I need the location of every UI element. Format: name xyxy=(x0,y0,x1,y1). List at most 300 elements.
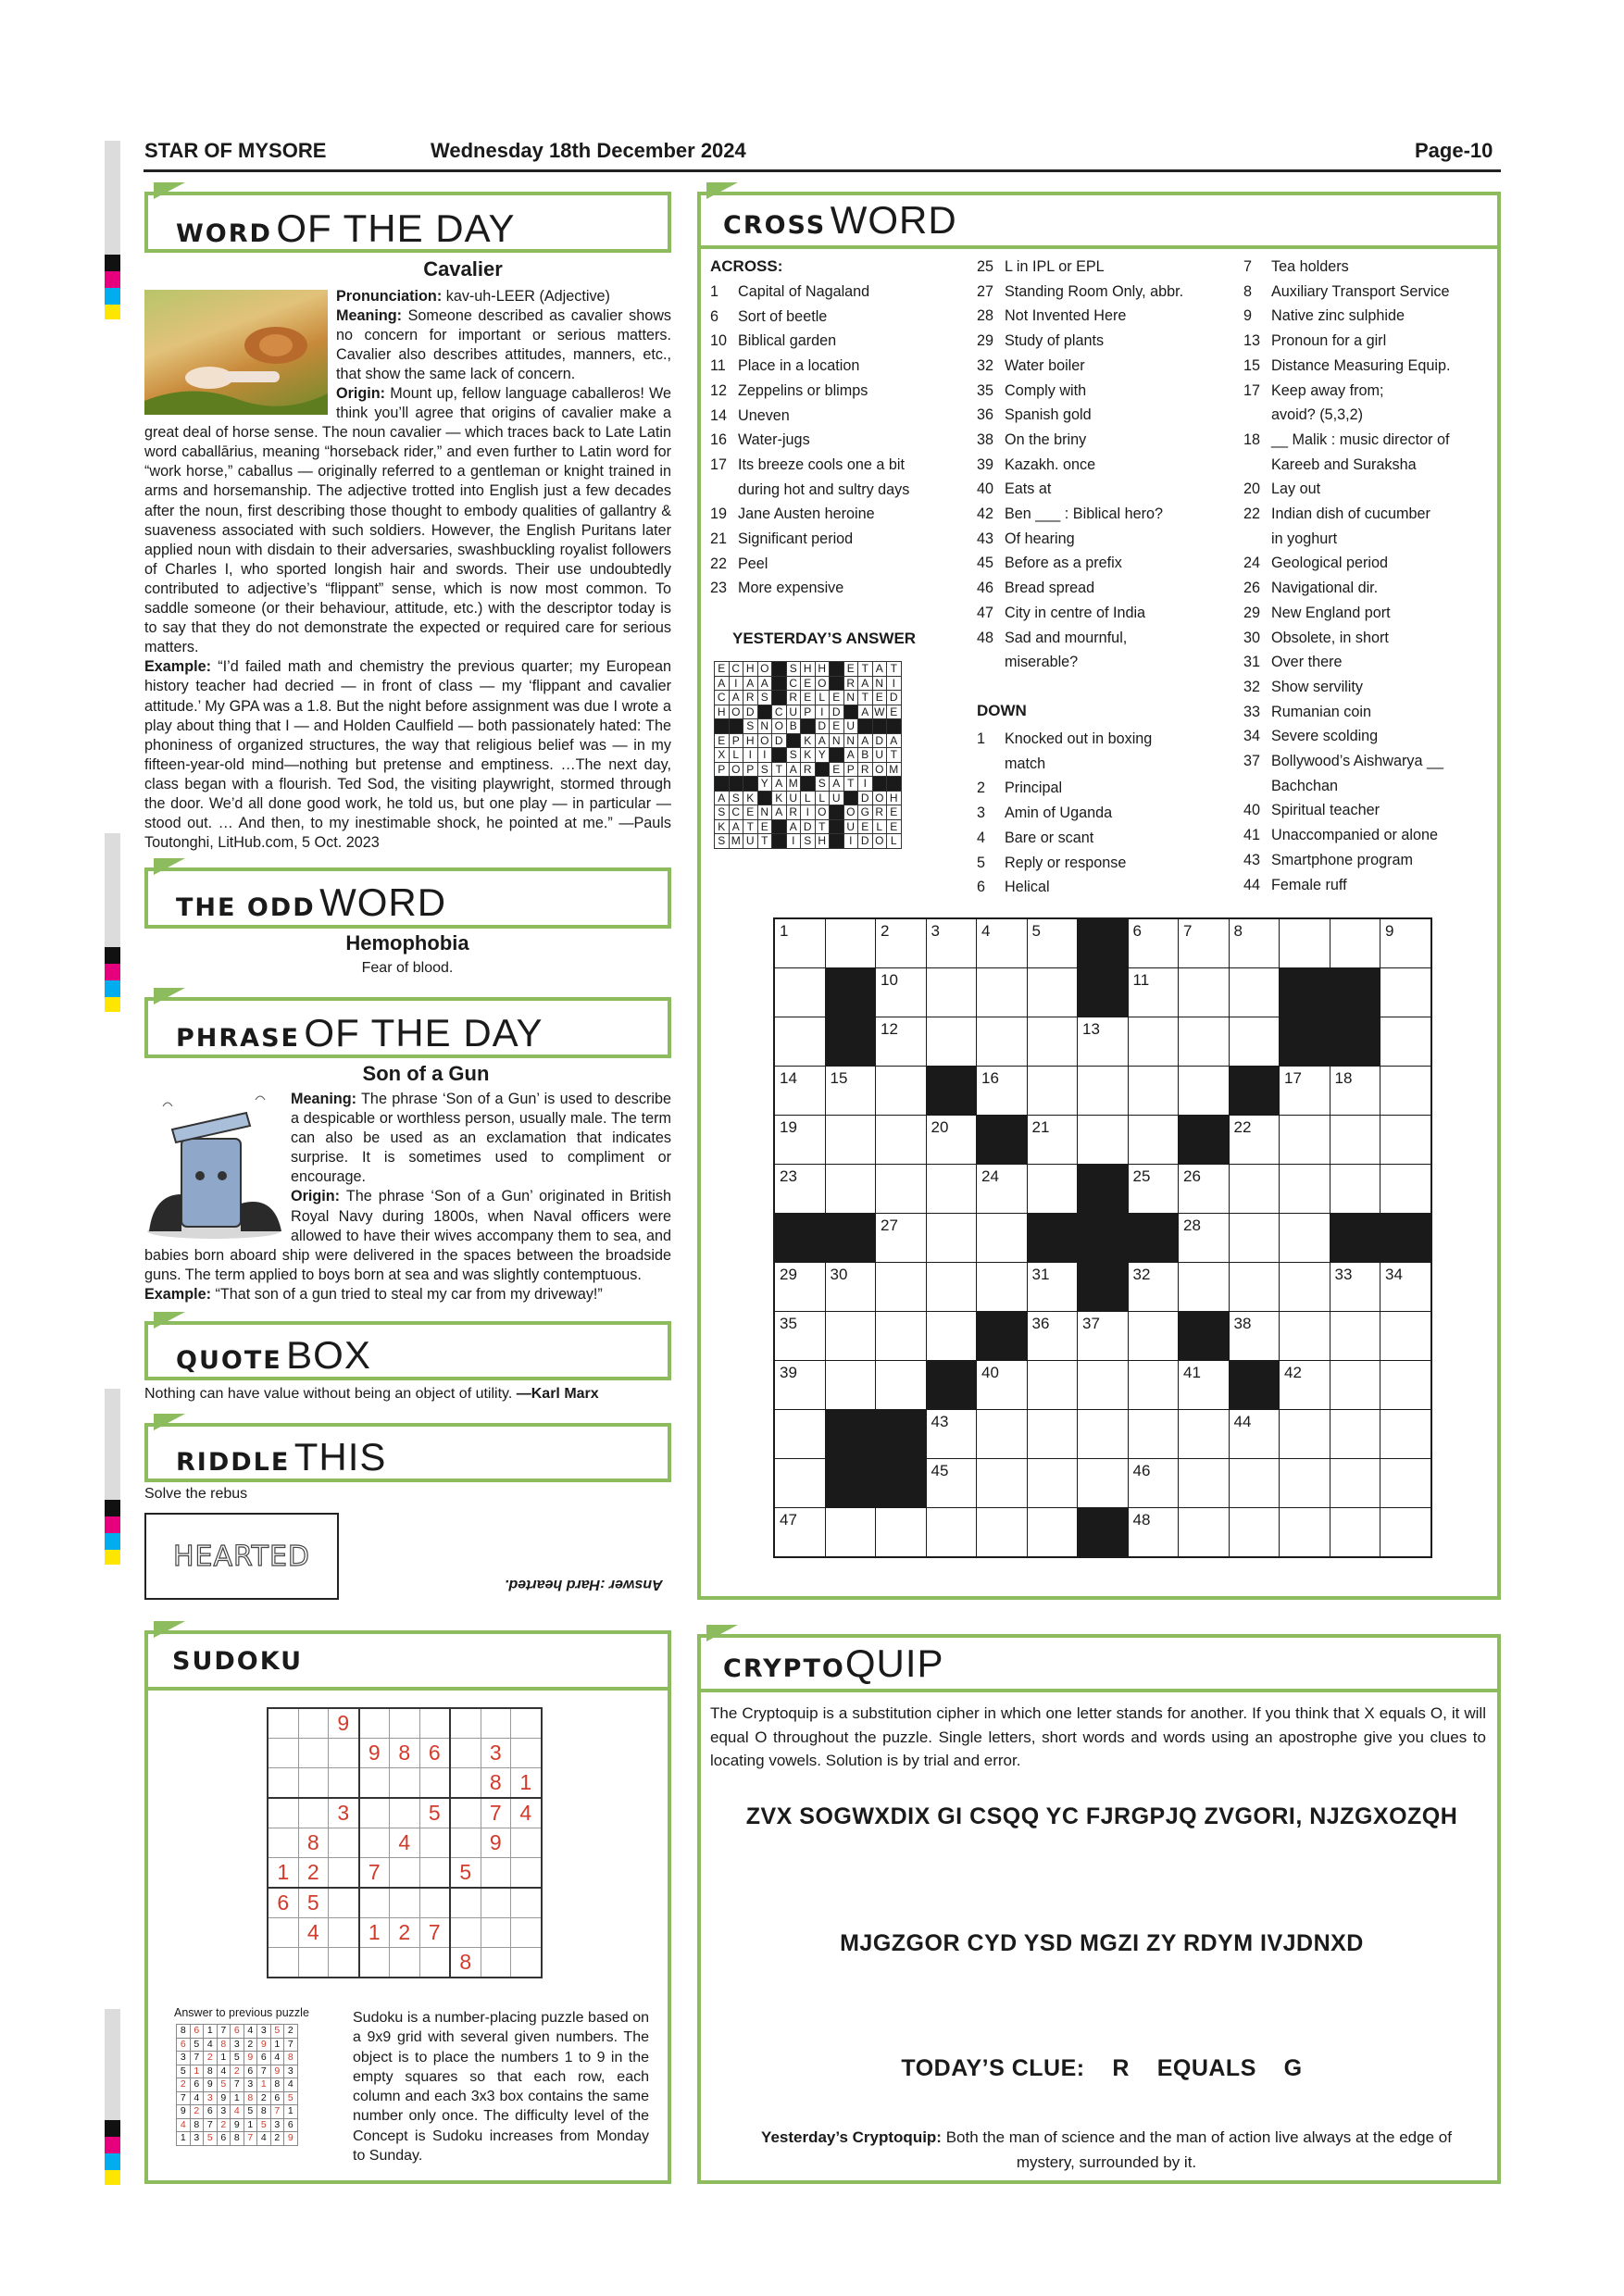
crossword-cell[interactable] xyxy=(1330,1116,1380,1165)
sudoku-cell[interactable] xyxy=(329,1948,359,1978)
crossword-cell[interactable] xyxy=(825,1067,876,1116)
sudoku-cell[interactable] xyxy=(359,1888,390,1918)
sudoku-cell[interactable] xyxy=(329,1918,359,1948)
sudoku-cell[interactable] xyxy=(268,1798,298,1828)
crossword-cell[interactable] xyxy=(1229,968,1280,1017)
crossword-cell[interactable] xyxy=(1027,1459,1078,1508)
sudoku-cell[interactable] xyxy=(298,1768,329,1799)
sudoku-cell[interactable] xyxy=(268,1828,298,1858)
crossword-cell[interactable] xyxy=(774,1017,825,1067)
crossword-cell[interactable] xyxy=(825,1361,876,1410)
crossword-cell[interactable] xyxy=(977,1508,1028,1558)
crossword-black-cell xyxy=(1078,1263,1129,1312)
crossword-cell-number: 37 xyxy=(1082,1315,1100,1332)
sudoku-cell[interactable] xyxy=(419,1708,450,1739)
crossword-cell[interactable] xyxy=(876,1165,927,1214)
origin-paragraph: Origin: Mount up, fellow language caballeros! We think you’ll agree that origins of cavalier make a great deal of horse sense. The noun cavalier — which traces back to Late Latin word caballārius, meaning “horseback rider,” and even further to Latin word for “work horse,” caballus — originally referred to a gentleman or knight trained in arms and horsemanship. The adjective trotted into English just a few decades after the noun, first describing those thought to embody qualities of gallantry & suaveness associated with such soldiers. However, the English Puritans later applied noun with disdain to their adversaries, swashbuckling royalist followers of Charles I, who sported longish hair and swords. Their use undoubtedly contributed to adjective’s “flippant” sense, which is now most common. To saddle someone (or their behaviour, attitude, etc.) with the descriptor today is to say that they do not demonstrate the expected or required care for serious matters. Example: “I’d failed math and chemistry the previous quarter; my European history teacher had decried — in front of class — my ‘flippant and cavalier attitude.’ My GPA was a 1.8. But the night before assignment was due I wrote a play about thing that I — and Holden Caulfield — both passionately hated: The phoniness of organized structures, the way that religious belief was — in my fifteen-year-old mind—nothing but pretense and emptiness. …The next day, class began with a flourish. Ted Sod, the visiting playwright, stormed through the door. We’d all done good work, he told us, but one play — in particular — stood out. … And then, to my inestimable shock, he pointed at me.” —Pauls Toutonghi, LitHub.com, 5 Oct. 2023 xyxy=(144,385,671,852)
sudoku-cell[interactable] xyxy=(390,1948,420,1978)
crossword-cell[interactable] xyxy=(1280,1361,1330,1410)
crossword-cell[interactable] xyxy=(1330,1361,1380,1410)
crossword-cell[interactable] xyxy=(1229,1508,1280,1558)
crossword-clue: 7 Tea holders xyxy=(1243,258,1349,275)
crossword-cell[interactable] xyxy=(1027,918,1078,968)
answer-black-cell xyxy=(772,662,787,677)
answer-black-cell xyxy=(830,805,844,820)
sudoku-answer-cell: 6 xyxy=(244,2065,257,2078)
crossword-cell[interactable] xyxy=(1179,1067,1230,1116)
crossword-cell[interactable] xyxy=(1179,1361,1230,1410)
crossword-cell[interactable] xyxy=(1380,1361,1431,1410)
crossword-cell-number: 45 xyxy=(931,1462,949,1479)
crossword-cell[interactable] xyxy=(926,1165,977,1214)
sudoku-cell[interactable] xyxy=(268,1708,298,1739)
quote-line: Nothing can have value without being an object of utility. —Karl Marx xyxy=(144,1386,599,1402)
answer-black-cell xyxy=(743,777,758,792)
sudoku-cell[interactable] xyxy=(481,1708,511,1739)
crossword-cell-number: 39 xyxy=(780,1364,797,1381)
crossword-cell-number: 34 xyxy=(1385,1266,1403,1283)
crossword-cell[interactable] xyxy=(1027,1410,1078,1459)
sudoku-answer-cell: 1 xyxy=(284,2105,298,2119)
crossword-cell[interactable] xyxy=(1280,1410,1330,1459)
sudoku-cell[interactable] xyxy=(481,1948,511,1978)
sudoku-cell[interactable] xyxy=(298,1948,329,1978)
crossword-cell[interactable] xyxy=(1179,1508,1230,1558)
crossword-cell[interactable] xyxy=(1380,1067,1431,1116)
crossword-cell[interactable] xyxy=(1128,1508,1179,1558)
sudoku-cell[interactable] xyxy=(419,1888,450,1918)
crossword-cell[interactable] xyxy=(1078,1067,1129,1116)
crossword-cell[interactable] xyxy=(1027,1508,1078,1558)
answer-black-cell xyxy=(729,719,743,734)
sudoku-cell[interactable] xyxy=(329,1888,359,1918)
crossword-cell[interactable] xyxy=(1330,1508,1380,1558)
registration-magenta-mark xyxy=(105,1516,120,1533)
crossword-cell[interactable] xyxy=(876,1017,927,1067)
crossword-cell[interactable] xyxy=(825,1116,876,1165)
crossword-cell[interactable] xyxy=(1380,918,1431,968)
answer-cell: A xyxy=(858,733,873,748)
crossword-cell[interactable] xyxy=(1330,1459,1380,1508)
sudoku-cell[interactable] xyxy=(450,1739,481,1768)
crossword-title: CROSS WORD xyxy=(723,198,957,242)
answer-cell: E xyxy=(801,676,816,691)
crossword-cell[interactable] xyxy=(1078,1312,1129,1361)
crossword-cell[interactable] xyxy=(1380,1116,1431,1165)
crossword-cell-number: 6 xyxy=(1132,922,1142,940)
crossword-cell[interactable] xyxy=(1229,1017,1280,1067)
crossword-cell[interactable] xyxy=(1179,1263,1230,1312)
box-flag xyxy=(154,1414,185,1430)
crossword-cell[interactable] xyxy=(1179,1165,1230,1214)
crossword-cell[interactable] xyxy=(1280,1508,1330,1558)
answer-cell: S xyxy=(757,762,772,777)
sudoku-answer-cell: 1 xyxy=(244,2118,257,2132)
crossword-cell[interactable] xyxy=(774,1067,825,1116)
sudoku-cell[interactable] xyxy=(390,1858,420,1889)
sudoku-cell[interactable] xyxy=(298,1739,329,1768)
answer-cell: O xyxy=(872,834,887,849)
answer-cell: N xyxy=(872,676,887,691)
answer-black-cell xyxy=(830,676,844,691)
rebus-box xyxy=(144,1513,339,1600)
crossword-cell[interactable] xyxy=(774,1165,825,1214)
crossword-black-cell xyxy=(1330,1017,1380,1067)
crossword-cell[interactable] xyxy=(1229,1459,1280,1508)
odd-word: Hemophobia xyxy=(345,931,469,955)
crossword-cell[interactable] xyxy=(1128,968,1179,1017)
crossword-cell[interactable] xyxy=(876,1361,927,1410)
sudoku-answer-cell: 6 xyxy=(284,2118,298,2132)
crossword-cell[interactable] xyxy=(1128,1361,1179,1410)
answer-cell: T xyxy=(858,662,873,677)
crossword-black-cell xyxy=(1078,918,1129,968)
crossword-cell[interactable] xyxy=(1128,1017,1179,1067)
sudoku-cell[interactable] xyxy=(450,1708,481,1739)
sudoku-cell[interactable] xyxy=(419,1948,450,1978)
crossword-cell[interactable] xyxy=(876,968,927,1017)
crossword-cell[interactable] xyxy=(1229,1312,1280,1361)
sudoku-cell[interactable] xyxy=(390,1768,420,1799)
sudoku-answer-cell: 5 xyxy=(190,2038,204,2052)
crossword-cell[interactable] xyxy=(1380,968,1431,1017)
sudoku-cell[interactable] xyxy=(268,1918,298,1948)
crossword-clue: 11 Place in a location xyxy=(710,357,860,375)
answer-black-cell xyxy=(757,705,772,719)
sudoku-cell[interactable] xyxy=(359,1948,390,1978)
paper-name: STAR OF MYSORE xyxy=(144,139,327,162)
sudoku-cell[interactable] xyxy=(511,1918,542,1948)
crossword-cell[interactable] xyxy=(1229,1165,1280,1214)
sudoku-cell[interactable] xyxy=(390,1798,420,1828)
answer-cell: S xyxy=(729,791,743,805)
crossword-cell[interactable] xyxy=(1078,1017,1129,1067)
answer-black-cell xyxy=(858,719,873,734)
crossword-cell[interactable] xyxy=(1078,1361,1129,1410)
crossword-clue: 20 Lay out xyxy=(1243,480,1321,498)
crossword-cell[interactable] xyxy=(1128,1459,1179,1508)
answer-cell: R xyxy=(786,805,801,820)
crossword-cell[interactable] xyxy=(926,1017,977,1067)
crossword-cell[interactable] xyxy=(774,918,825,968)
crossword-cell[interactable] xyxy=(1027,1312,1078,1361)
crossword-cell[interactable] xyxy=(774,1263,825,1312)
sudoku-cell: 3 xyxy=(481,1739,511,1768)
sudoku-cell[interactable] xyxy=(450,1888,481,1918)
sudoku-cell[interactable] xyxy=(329,1858,359,1889)
crossword-clue: 15 Distance Measuring Equip. xyxy=(1243,356,1451,374)
sudoku-cell[interactable] xyxy=(511,1739,542,1768)
answer-cell: O xyxy=(872,791,887,805)
crossword-cell[interactable] xyxy=(1229,1410,1280,1459)
crossword-cell[interactable] xyxy=(926,1508,977,1558)
crossword-clue: 1 Knocked out in boxing xyxy=(977,730,1153,747)
crossword-cell[interactable] xyxy=(1179,1017,1230,1067)
sudoku-cell[interactable] xyxy=(450,1828,481,1858)
crossword-cell[interactable] xyxy=(1128,1263,1179,1312)
answer-cell: S xyxy=(757,691,772,705)
sudoku-answer-cell: 6 xyxy=(217,2132,231,2146)
sudoku-answer-cell: 5 xyxy=(257,2118,271,2132)
crossword-cell[interactable] xyxy=(1078,1116,1129,1165)
crossword-cell[interactable] xyxy=(1280,1312,1330,1361)
crossword-cell[interactable] xyxy=(876,1508,927,1558)
crossword-cell[interactable] xyxy=(1380,1508,1431,1558)
crossword-cell[interactable] xyxy=(1179,1459,1230,1508)
answer-cell: A xyxy=(858,676,873,691)
crossword-cell[interactable] xyxy=(1280,1263,1330,1312)
crossword-cell[interactable] xyxy=(977,968,1028,1017)
answer-cell: A xyxy=(786,819,801,834)
sudoku-cell[interactable] xyxy=(329,1768,359,1799)
sudoku-cell[interactable] xyxy=(450,1918,481,1948)
answer-black-cell xyxy=(830,748,844,763)
sudoku-answer-cell: 1 xyxy=(270,2038,284,2052)
crossword-cell-number: 42 xyxy=(1284,1364,1302,1381)
crossword-cell[interactable] xyxy=(1280,918,1330,968)
crossword-cell[interactable] xyxy=(1330,1410,1380,1459)
answer-cell: O xyxy=(757,733,772,748)
answer-cell: U xyxy=(843,819,858,834)
answer-cell: A xyxy=(815,733,830,748)
crossword-cell[interactable] xyxy=(1027,1067,1078,1116)
sudoku-cell[interactable] xyxy=(450,1768,481,1799)
sudoku-cell[interactable] xyxy=(329,1739,359,1768)
crossword-cell[interactable] xyxy=(926,1312,977,1361)
crossword-cell[interactable] xyxy=(825,918,876,968)
sudoku-answer-cell: 6 xyxy=(190,2078,204,2092)
crossword-cell[interactable] xyxy=(1027,1263,1078,1312)
crossword-cell[interactable] xyxy=(1380,1165,1431,1214)
sudoku-cell[interactable] xyxy=(298,1798,329,1828)
sudoku-cell[interactable] xyxy=(419,1858,450,1889)
crossword-cell[interactable] xyxy=(774,1361,825,1410)
crossword-cell[interactable] xyxy=(1229,1116,1280,1165)
crossword-cell[interactable] xyxy=(926,1116,977,1165)
answer-cell: C xyxy=(729,662,743,677)
crossword-cell[interactable] xyxy=(1078,1410,1129,1459)
crossword-black-cell xyxy=(876,1410,927,1459)
crossword-cell[interactable] xyxy=(926,1459,977,1508)
crossword-cell[interactable] xyxy=(926,1263,977,1312)
crossword-cell[interactable] xyxy=(1229,918,1280,968)
crossword-cell[interactable] xyxy=(926,1214,977,1263)
crossword-cell-number: 1 xyxy=(780,922,789,940)
crossword-cell[interactable] xyxy=(1128,1165,1179,1214)
crossword-cell[interactable] xyxy=(774,1508,825,1558)
sudoku-cell[interactable] xyxy=(268,1948,298,1978)
crossword-cell[interactable] xyxy=(1078,1459,1129,1508)
crossword-cell[interactable] xyxy=(825,1508,876,1558)
crossword-cell[interactable] xyxy=(1179,918,1230,968)
crossword-cell[interactable] xyxy=(977,1459,1028,1508)
crossword-cell[interactable] xyxy=(876,1263,927,1312)
crossword-cell[interactable] xyxy=(1027,968,1078,1017)
crossword-clue: 12 Zeppelins or blimps xyxy=(710,381,868,399)
example-text: “I’d failed math and chemistry the previous quarter; my European history teacher had decried — in front of class — my ‘flippant and cavalier attitude.’ My GPA was a 1.8. But the night before assignment was due I wrote a play about thing that I — and Holden Caulfield — both passionately hated: The phoniness of organized structures, the way that religious belief was — in my fifteen-year-old mind—nothing but pretense and emptiness. …The next day, class began with a flourish. Ted Sod, the visiting playwright, stormed through the door. We’d all done good work, he told us, but one play — in particular — stood out. … And then, to my inestimable shock, he pointed at me.” —Pauls Toutonghi, LitHub.com, 5 Oct. 2023 xyxy=(144,658,671,852)
answer-cell: O xyxy=(843,805,858,820)
answer-black-cell xyxy=(801,777,816,792)
sudoku-cell[interactable] xyxy=(481,1858,511,1889)
crossword-cell[interactable] xyxy=(1330,1165,1380,1214)
crossword-cell[interactable] xyxy=(1280,1067,1330,1116)
crossword-cell[interactable] xyxy=(1229,1263,1280,1312)
crossword-cell[interactable] xyxy=(1179,968,1230,1017)
sudoku-cell[interactable] xyxy=(390,1708,420,1739)
crossword-clue: 40 Eats at xyxy=(977,480,1052,498)
crossword-cell-number: 20 xyxy=(931,1118,949,1136)
crossword-cell[interactable] xyxy=(1330,1263,1380,1312)
crossword-cell[interactable] xyxy=(1280,1116,1330,1165)
crossword-cell[interactable] xyxy=(876,918,927,968)
sudoku-answer-cell: 4 xyxy=(217,2065,231,2078)
crossword-cell[interactable] xyxy=(774,1459,825,1508)
answer-cell: H xyxy=(815,834,830,849)
answer-cell: P xyxy=(715,762,730,777)
crossword-cell[interactable] xyxy=(1280,1214,1330,1263)
sudoku-cell[interactable] xyxy=(511,1828,542,1858)
crossword-cell[interactable] xyxy=(825,1165,876,1214)
registration-magenta-mark xyxy=(105,2137,120,2153)
answer-cell: T xyxy=(887,662,902,677)
crossword-clue: 5 Reply or response xyxy=(977,854,1127,871)
crossword-cell[interactable] xyxy=(1027,1165,1078,1214)
answer-cell: P xyxy=(743,762,758,777)
sudoku-cell[interactable] xyxy=(481,1918,511,1948)
answer-cell: A xyxy=(743,676,758,691)
crossword-cell[interactable] xyxy=(876,1067,927,1116)
crossword-cell[interactable] xyxy=(876,1116,927,1165)
box-flag xyxy=(154,1312,185,1329)
crossword-cell[interactable] xyxy=(926,968,977,1017)
crossword-cell[interactable] xyxy=(1280,1459,1330,1508)
sudoku-cell[interactable] xyxy=(329,1828,359,1858)
sudoku-cell[interactable] xyxy=(390,1888,420,1918)
sudoku-answer-cell: 2 xyxy=(244,2038,257,2052)
answer-cell: A xyxy=(715,676,730,691)
crossword-cell-number: 9 xyxy=(1385,922,1394,940)
crossword-cell[interactable] xyxy=(876,1214,927,1263)
sudoku-cell[interactable] xyxy=(419,1768,450,1799)
crossword-cell[interactable] xyxy=(1380,1312,1431,1361)
crossword-cell[interactable] xyxy=(977,1165,1028,1214)
crossword-cell[interactable] xyxy=(774,1312,825,1361)
sudoku-cell[interactable] xyxy=(359,1708,390,1739)
crossword-cell[interactable] xyxy=(1027,1361,1078,1410)
crossword-cell[interactable] xyxy=(1128,918,1179,968)
crossword-cell[interactable] xyxy=(1330,1312,1380,1361)
answer-cell: E xyxy=(887,819,902,834)
crossword-cell[interactable] xyxy=(825,1263,876,1312)
answer-cell: C xyxy=(786,676,801,691)
sudoku-cell: 8 xyxy=(390,1739,420,1768)
sudoku-cell[interactable] xyxy=(450,1798,481,1828)
answer-black-cell xyxy=(729,777,743,792)
sudoku-cell[interactable] xyxy=(419,1828,450,1858)
sudoku-cell[interactable] xyxy=(359,1798,390,1828)
sudoku-answer-cell: 6 xyxy=(231,2025,244,2039)
answer-cell: H xyxy=(801,662,816,677)
crossword-cell[interactable] xyxy=(825,1312,876,1361)
crossword-cell[interactable] xyxy=(1128,1312,1179,1361)
crossword-cell[interactable] xyxy=(1380,1263,1431,1312)
sudoku-cell[interactable] xyxy=(511,1858,542,1889)
crossword-cell[interactable] xyxy=(1128,1067,1179,1116)
crossword-cell[interactable] xyxy=(1229,1214,1280,1263)
crossword-cell[interactable] xyxy=(977,1214,1028,1263)
registration-magenta-mark xyxy=(105,964,120,980)
crossword-cell[interactable] xyxy=(1380,1410,1431,1459)
crossword-cell[interactable] xyxy=(977,1361,1028,1410)
sudoku-answer-cell: 5 xyxy=(231,2052,244,2065)
crossword-cell[interactable] xyxy=(977,918,1028,968)
answer-cell: E xyxy=(743,805,758,820)
crossword-cell[interactable] xyxy=(1027,1017,1078,1067)
crossword-cell[interactable] xyxy=(1128,1410,1179,1459)
sudoku-cell[interactable] xyxy=(511,1888,542,1918)
crossword-cell[interactable] xyxy=(774,968,825,1017)
answer-cell: E xyxy=(887,805,902,820)
crossword-cell[interactable] xyxy=(876,1312,927,1361)
crossword-cell[interactable] xyxy=(1179,1214,1230,1263)
sudoku-answer-cell: 3 xyxy=(177,2052,191,2065)
crossword-cell[interactable] xyxy=(926,1410,977,1459)
crossword-black-cell xyxy=(1229,1067,1280,1116)
sudoku-cell[interactable] xyxy=(359,1768,390,1799)
answer-cell: O xyxy=(729,705,743,719)
sudoku-cell[interactable] xyxy=(268,1739,298,1768)
crossword-cell[interactable] xyxy=(1330,918,1380,968)
crossword-cell-number: 28 xyxy=(1183,1217,1201,1234)
crossword-cell[interactable] xyxy=(1380,1017,1431,1067)
sudoku-cell[interactable] xyxy=(511,1708,542,1739)
answer-cell: R xyxy=(786,691,801,705)
print-margin-strip xyxy=(105,2009,120,2120)
sudoku-cell[interactable] xyxy=(298,1708,329,1739)
sudoku-cell[interactable] xyxy=(268,1768,298,1799)
sudoku-cell: 2 xyxy=(298,1858,329,1889)
crossword-cell[interactable] xyxy=(1280,1165,1330,1214)
sudoku-answer-cell: 5 xyxy=(204,2132,218,2146)
sudoku-cell[interactable] xyxy=(511,1948,542,1978)
sudoku-cell[interactable] xyxy=(481,1888,511,1918)
crossword-cell[interactable] xyxy=(1380,1459,1431,1508)
sudoku-answer-cell: 3 xyxy=(284,2065,298,2078)
answer-cell: H xyxy=(887,791,902,805)
crossword-black-cell xyxy=(926,1067,977,1116)
riddle-answer-upside-down: Answer :Hard hearted. xyxy=(505,1577,663,1592)
crossword-cell[interactable] xyxy=(1330,1067,1380,1116)
crossword-cell-number: 4 xyxy=(981,922,991,940)
crossword-black-cell xyxy=(977,1312,1028,1361)
sudoku-answer-cell: 4 xyxy=(231,2105,244,2119)
crossword-cell[interactable] xyxy=(774,1410,825,1459)
crossword-cell[interactable] xyxy=(1128,1116,1179,1165)
crossword-cell[interactable] xyxy=(926,918,977,968)
crossword-cell[interactable] xyxy=(1027,1116,1078,1165)
crossword-cell[interactable] xyxy=(977,1263,1028,1312)
answer-cell: D xyxy=(801,819,816,834)
crossword-cell[interactable] xyxy=(1179,1410,1230,1459)
crossword-cell[interactable] xyxy=(977,1410,1028,1459)
sudoku-answer-cell: 5 xyxy=(217,2078,231,2092)
crossword-cell[interactable] xyxy=(977,1067,1028,1116)
answer-cell: I xyxy=(887,676,902,691)
crossword-cell[interactable] xyxy=(774,1116,825,1165)
crossword-cell[interactable] xyxy=(977,1017,1028,1067)
answer-cell: K xyxy=(743,791,758,805)
sudoku-cell[interactable] xyxy=(359,1828,390,1858)
